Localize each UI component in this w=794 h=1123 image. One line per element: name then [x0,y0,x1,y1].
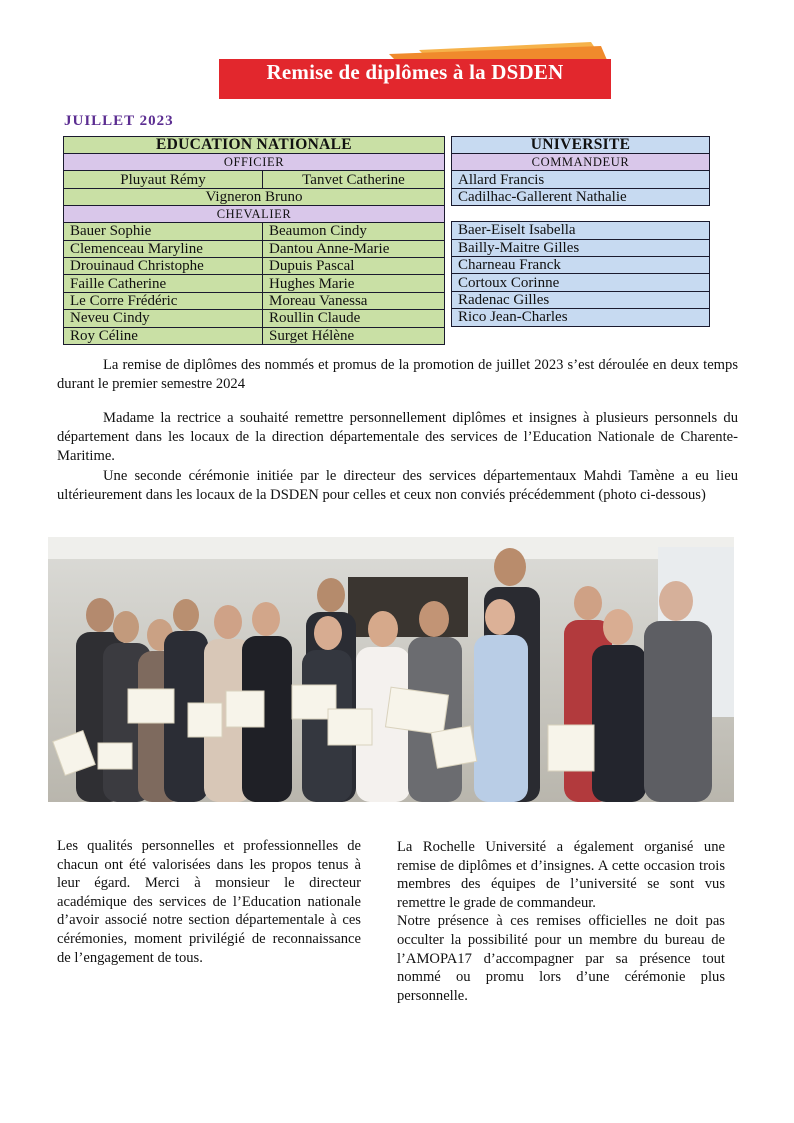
name-cell: Bailly-Maitre Gilles [452,239,710,256]
name-cell: Dupuis Pascal [263,257,445,274]
left-column-text: Les qualités personnelles et professionnelles de chacun ont été valorisées dans les propos tenus à leur égard. Merci à monsieur le directeur académique des services de l’Education nationale d’avoir associé notre section départementale à ces cérémonies, moment privilégié de reconnaissance de l’engagement de tous. [57,838,361,966]
universite-paragraph: La Rochelle Université a également organisé une remise de diplômes et d’insignes. A cette occasion trois membres des équipes de l’université se sont vus remettre le grade de commandeur. [397,839,725,911]
name-cell: Charneau Franck [452,256,710,273]
session-label: JUILLET 2023 [64,113,174,129]
name-cell: Neveu Cindy [64,310,263,327]
name-cell: Faille Catherine [64,275,263,292]
name-cell: Radenac Gilles [452,291,710,308]
rank-commandeur: COMMANDEUR [452,154,710,171]
group-photo [48,537,734,802]
rank-chevalier: CHEVALIER [64,206,445,223]
education-nationale-table [63,136,445,345]
name-cell: Bauer Sophie [64,223,263,240]
second-ceremony-paragraph: Une seconde cérémonie initiée par le directeur des services départementaux Mahdi Tamène a eu lieu ultérieurement dans les locaux de la DSDEN pour celles et ceux non conviés précédemment (photo ci-dessous) [57,468,738,503]
name-cell: Roullin Claude [263,310,445,327]
name-cell: Drouinaud Christophe [64,257,263,274]
name-cell: Pluyaut Rémy [64,171,263,188]
right-column-text [397,838,725,1005]
table-header: EDUCATION NATIONALE [64,137,445,154]
amopa-paragraph: Notre présence à ces remises officielles ne doit pas occulter la possibilité pour un membre du bureau de l’AMOPA17 d’accompagner par sa présence tout nommé ou promu lors d’une cérémonie plus personnelle. [397,913,725,1004]
name-cell: Surget Hélène [263,327,445,344]
name-cell: Moreau Vanessa [263,292,445,309]
name-cell: Clemenceau Maryline [64,240,263,257]
name-cell: Tanvet Catherine [263,171,445,188]
rank-officier: OFFICIER [64,154,445,171]
spacer-cell [452,206,710,222]
name-cell: Hughes Marie [263,275,445,292]
table-header: UNIVERSITE [452,137,710,154]
name-cell: Cortoux Corinne [452,274,710,291]
title-banner [219,40,611,100]
name-cell: Le Corre Frédéric [64,292,263,309]
name-cell: Roy Céline [64,327,263,344]
name-cell: Rico Jean-Charles [452,309,710,326]
name-cell: Vigneron Bruno [64,188,445,205]
banner-title: Remise de diplômes à la DSDEN [266,60,564,84]
rectrice-paragraph: Madame la rectrice a souhaité remettre personnellement diplômes et insignes à plusieurs personnels du département dans les locaux de la direction départementale des services de l’Education Nationale de Charente-Maritime. [57,410,738,464]
name-cell: Beaumon Cindy [263,223,445,240]
name-cell: Allard Francis [452,171,710,188]
intro-paragraph: La remise de diplômes des nommés et promus de la promotion de juillet 2023 s’est déroulée en deux temps durant le premier semestre 2024 [57,357,738,392]
name-cell: Dantou Anne-Marie [263,240,445,257]
name-cell: Baer-Eiselt Isabella [452,222,710,239]
name-cell: Cadilhac-Gallerent Nathalie [452,188,710,205]
universite-table [451,136,710,327]
